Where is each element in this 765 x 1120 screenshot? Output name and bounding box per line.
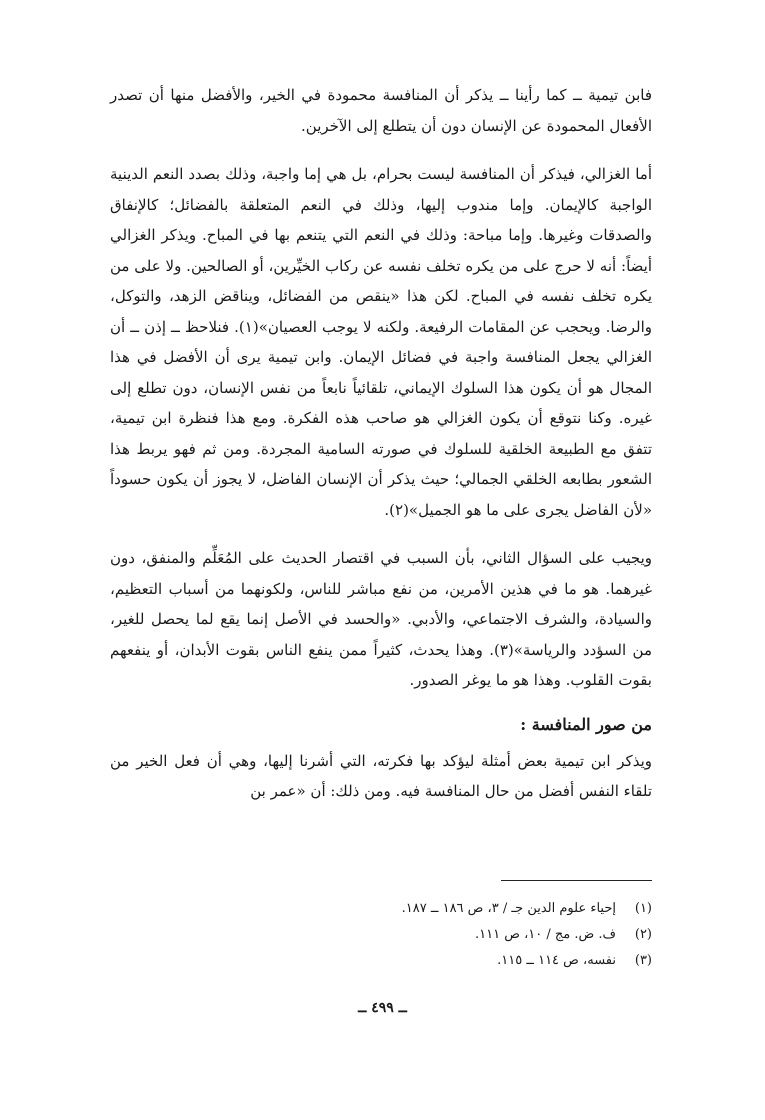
paragraph-3: ويجيب على السؤال الثاني، بأن السبب في اقتصار الحديث على المُعَلِّم والمنفق، دون غيرهما. هو ما في هذين الأمرين، من نفع مباشر للناس، ولكونهما من أسباب التعظيم، والسيادة، والشرف الاجتماعي، والأدبي. «والحسد في الأصل إنما يقع لما يحصل للغير، من السؤدد والرياسة»(٣). وهذا يحدث، كثيراً ممن ينفع الناس بقوت الأبدان، أو ينفعهم بقوت القلوب. وهذا هو ما يوغر الصدور. — [110, 549, 653, 689]
paragraph-1: فابن تيمية ــ كما رأينا ــ يذكر أن المنافسة محمودة في الخير، والأفضل منها أن تصدر الأفعال المحمودة عن الإنسان دون أن يتطلع إلى الآخرين. — [110, 86, 652, 135]
footnotes-list — [272, 896, 652, 974]
footnote-number: (٢) — [634, 927, 652, 942]
footnote-item — [272, 922, 652, 948]
footnote-item — [272, 896, 652, 922]
footnote-divider — [501, 880, 652, 881]
footnote-text: نفسه، ص ١١٤ ــ ١١٥. — [497, 953, 616, 968]
footnote-item — [272, 948, 652, 974]
page-body — [110, 80, 652, 807]
footnote-text: إحياء علوم الدين جـ / ٣، ص ١٨٦ ــ ١٨٧. — [401, 901, 616, 916]
footnote-number: (٣) — [634, 953, 652, 968]
page-number: ــ ٤٩٩ ــ — [358, 1000, 407, 1016]
footnote-number: (١) — [634, 901, 652, 916]
paragraph-4: ويذكر ابن تيمية بعض أمثلة ليؤكد بها فكرته، التي أشرنا إليها، وهي أن فعل الخير من تلقاء النفس أفضل من حال المنافسة فيه. ومن ذلك: أن «عمر بن — [110, 751, 652, 800]
paragraph-2: أما الغزالي، فيذكر أن المنافسة ليست بحرام، بل هي إما واجبة، وذلك بصدد النعم الدينية الواجبة كالإيمان. وإما مندوب إليها، وذلك في النعم المتعلقة بالفضائل؛ كالإنفاق والصدقات وغيرها. وإما مباحة: وذلك في النعم التي يتنعم بها في المباح. ويذكر الغزالي أيضاً: أنه لا حرج على من يكره تخلف نفسه عن ركاب الخيِّرين، أو الصالحين. ولا على من يكره تخلف نفسه في المباح. لكن هذا «ينقص من الفضائل، ويناقض الزهد، والتوكل، والرضا. ويحجب عن المقامات الرفيعة. ولكنه لا يوجب العصيان»(١). فنلاحظ ــ إذن ــ أن الغزالي يجعل المنافسة واجبة في فضائل الإيمان. وابن تيمية يرى أن الأفضل في هذا المجال هو أن يكون هذا السلوك الإيماني، تلقائياً نابعاً من نفس الإنسان، دون تطلع إلى غيره. وكنا نتوقع أن يكون الغزالي هو صاحب هذه الفكرة. ومع هذا فنظرة ابن تيمية، تتفق مع الطبيعة الخلقية للسلوك في صورته السامية المجردة. ومن ثم فهو يربط هذا الشعور بطابعه الخلقي الجمالي؛ حيث يذكر أن الإنسان الفاضل، لا يجوز أن يكون حسوداً «لأن الفاضل يجرى على ما هو الجميل»(٢). — [110, 165, 652, 519]
section-heading: من صور المنافسة : — [520, 714, 652, 734]
footnote-text: ف. ض. مج / ١٠، ص ١١١. — [475, 927, 616, 942]
